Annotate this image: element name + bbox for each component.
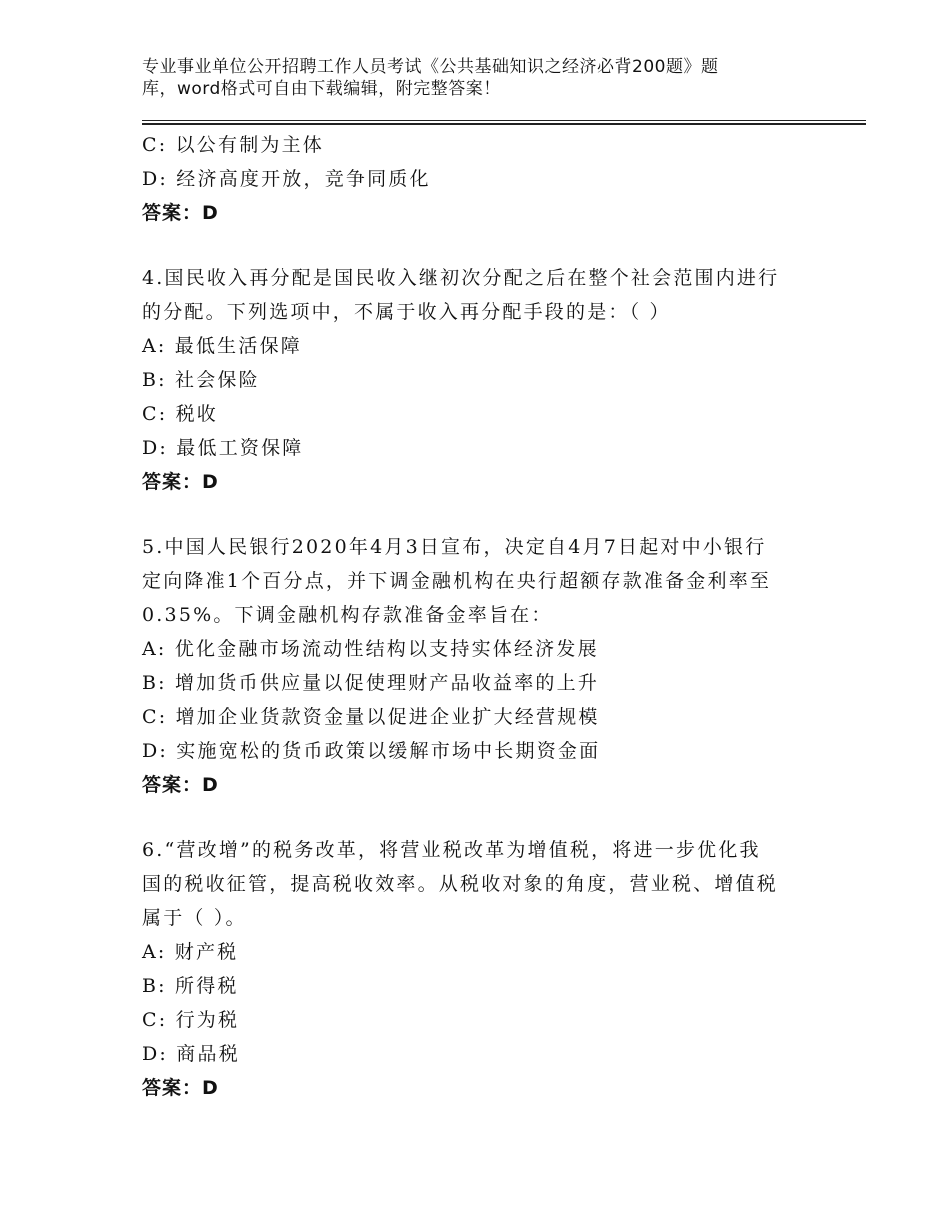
option-text: 所得税 xyxy=(175,975,239,997)
option-letter: C: xyxy=(142,1009,168,1031)
option-letter: A: xyxy=(142,638,167,660)
option-line xyxy=(142,397,802,431)
option-text: 行为税 xyxy=(175,1009,240,1031)
option-line xyxy=(142,666,802,700)
option-line xyxy=(142,363,802,397)
option-text: 优化金融市场流动性结构以支持实体经济发展 xyxy=(174,638,599,660)
answer-line: 答案：D xyxy=(142,471,219,493)
question-stem-line: 4.国民收入再分配是国民收入继初次分配之后在整个社会范围内进行 xyxy=(142,267,780,289)
question-stem-line: 0.35%。下调金融机构存款准备金率旨在： xyxy=(142,604,553,626)
option-line xyxy=(142,632,802,666)
header-title-line-2: 库，word格式可自由下载编辑，附完整答案！ xyxy=(142,79,501,99)
option-text: 最低工资保障 xyxy=(176,437,304,459)
option-line xyxy=(142,969,802,1003)
document-body xyxy=(142,128,802,1105)
option-text: 增加企业货款资金量以促进企业扩大经营规模 xyxy=(175,706,600,728)
question-stem-line: 国的税收征管，提高税收效率。从税收对象的角度，营业税、增值税 xyxy=(142,873,779,895)
option-letter: C: xyxy=(142,706,168,728)
question-stem-line: 的分配。下列选项中，不属于收入再分配手段的是：（ ） xyxy=(142,301,671,323)
option-letter: B: xyxy=(142,369,167,391)
option-text: 商品税 xyxy=(176,1043,240,1065)
option-letter: A: xyxy=(142,335,167,357)
option-line xyxy=(142,1037,802,1071)
option-line xyxy=(142,431,802,465)
option-line xyxy=(142,329,802,363)
answer-line: 答案：D xyxy=(142,202,219,224)
question-stem-line: 5.中国人民银行2020年4月3日宣布，决定自4月7日起对中小银行 xyxy=(142,536,767,558)
option-text: 最低生活保障 xyxy=(174,335,302,357)
question-stem-line: 6.“营改增”的税务改革，将营业税改革为增值税，将进一步优化我 xyxy=(142,839,761,861)
option-text: 财产税 xyxy=(174,941,239,963)
header-rule-thin xyxy=(142,120,866,121)
option-line xyxy=(142,162,802,196)
answer-line: 答案：D xyxy=(142,1077,219,1099)
option-letter: B: xyxy=(142,672,167,694)
option-letter: C: xyxy=(142,134,168,156)
option-text: 以公有制为主体 xyxy=(175,134,324,156)
question-6 xyxy=(142,833,802,1105)
header-title-line-1: 专业事业单位公开招聘工作人员考试《公共基础知识之经济必背200题》题 xyxy=(142,57,719,77)
option-letter: D: xyxy=(142,437,169,459)
prev-question-tail xyxy=(142,128,802,230)
option-letter: D: xyxy=(142,740,169,762)
option-text: 实施宽松的货币政策以缓解市场中长期资金面 xyxy=(176,740,601,762)
option-letter: D: xyxy=(142,168,169,190)
document-header xyxy=(142,56,772,100)
option-line xyxy=(142,128,802,162)
question-stem-line: 定向降准1个百分点，并下调金融机构在央行超额存款准备金利率至 xyxy=(142,570,772,592)
option-text: 税收 xyxy=(175,403,218,425)
option-letter: B: xyxy=(142,975,167,997)
option-letter: D: xyxy=(142,1043,169,1065)
header-rule-thick xyxy=(142,123,866,125)
option-line xyxy=(142,935,802,969)
option-text: 经济高度开放，竞争同质化 xyxy=(176,168,431,190)
answer-line: 答案：D xyxy=(142,774,219,796)
question-4 xyxy=(142,261,802,499)
option-letter: C: xyxy=(142,403,168,425)
option-line xyxy=(142,700,802,734)
question-5 xyxy=(142,530,802,802)
option-letter: A: xyxy=(142,941,167,963)
option-text: 社会保险 xyxy=(175,369,260,391)
question-stem-line: 属于（ ）。 xyxy=(142,907,247,929)
option-text: 增加货币供应量以促使理财产品收益率的上升 xyxy=(175,672,600,694)
option-line xyxy=(142,1003,802,1037)
option-line xyxy=(142,734,802,768)
